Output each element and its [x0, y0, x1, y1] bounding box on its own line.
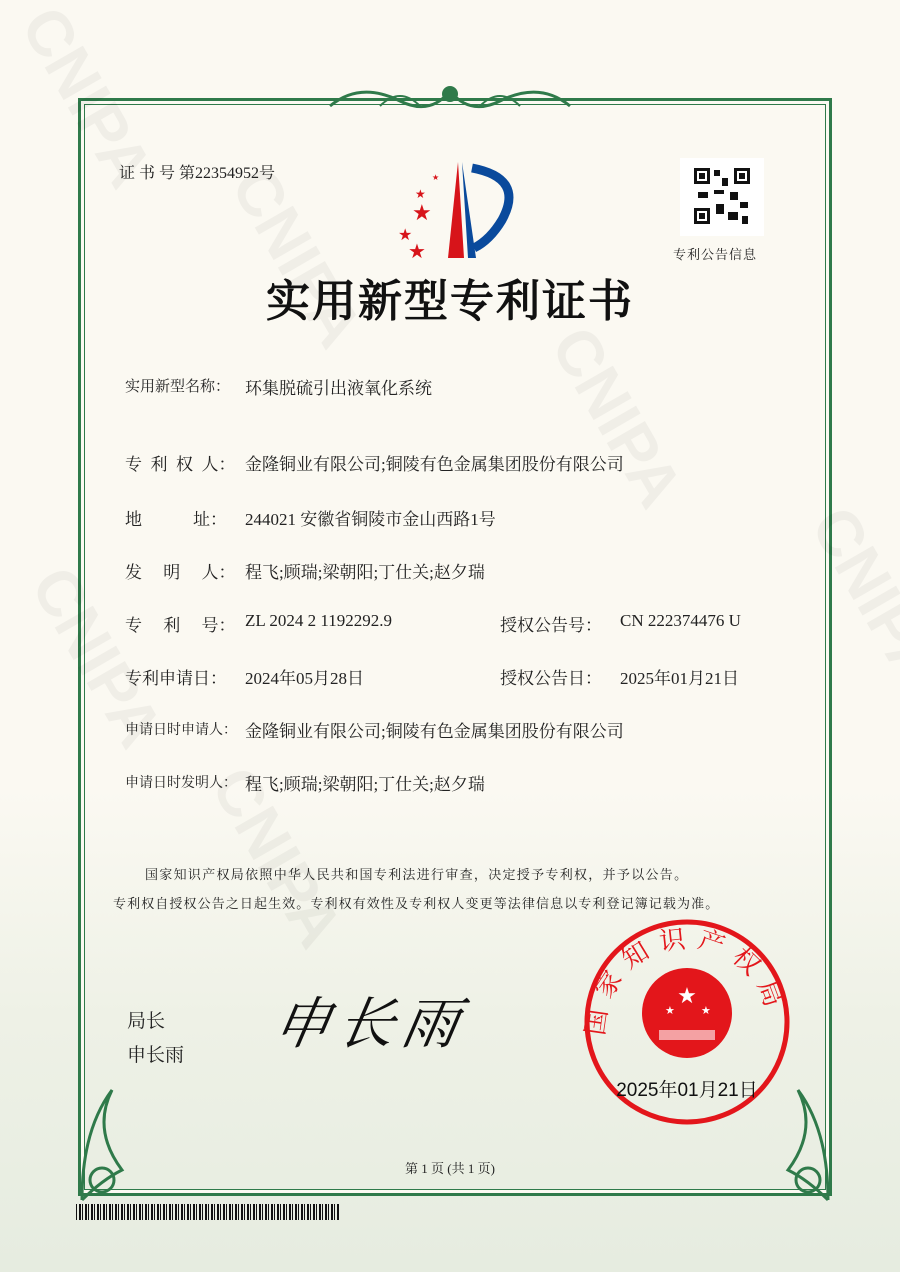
notice-line-2: 专利权自授权公告之日起生效。专利权有效性及专利权人变更等法律信息以专利登记簿记载为准。 — [113, 896, 720, 911]
barcode — [76, 1204, 340, 1220]
signature: 申长雨 — [268, 994, 472, 1056]
publication-date-label: 授权公告日： — [500, 669, 602, 688]
notice-line-1: 国家知识产权局依照中华人民共和国专利法进行审查，决定授予专利权，并予以公告。 — [145, 867, 689, 882]
utility-model-name: 环集脱硫引出液氧化系统 — [245, 379, 432, 398]
inventor-label: 发 明 人： — [125, 563, 236, 582]
svg-text:★: ★ — [408, 241, 426, 260]
signer-name: 申长雨 — [127, 1044, 185, 1066]
owner: 金隆铜业有限公司;铜陵有色金属集团股份有限公司 — [245, 455, 624, 474]
filing-date: 2024年05月28日 — [245, 669, 364, 688]
seal-text: 国家知识产权局 — [580, 923, 792, 1038]
certificate-number: 证 书 号 第22354952号 — [119, 165, 276, 182]
ornament-top — [320, 76, 580, 120]
cnipa-logo — [390, 160, 520, 260]
svg-text:★: ★ — [398, 227, 413, 244]
publication-date: 2025年01月21日 — [620, 669, 739, 688]
inventor: 程飞;顾瑞;梁朝阳;丁仕关;赵夕瑞 — [245, 563, 485, 582]
official-seal — [577, 918, 797, 1128]
owner-label: 专 利 权 人： — [125, 455, 236, 474]
applicant-at-filing: 金隆铜业有限公司;铜陵有色金属集团股份有限公司 — [245, 722, 624, 741]
address-label: 地 址： — [125, 510, 227, 529]
publication-number: CN 222374476 U — [620, 611, 741, 630]
page-title: 实用新型专利证书 — [266, 277, 634, 326]
filing-date-label: 专利申请日： — [125, 669, 227, 688]
patent-number: ZL 2024 2 1192292.9 — [245, 611, 393, 630]
ornament-bottom-left — [72, 1070, 142, 1210]
svg-text:★: ★ — [701, 1005, 711, 1017]
inventor-at-filing: 程飞;顾瑞;梁朝阳;丁仕关;赵夕瑞 — [245, 775, 485, 794]
signer-title: 局长 — [127, 1010, 166, 1032]
svg-text:★: ★ — [677, 983, 697, 1008]
publication-number-label: 授权公告号： — [500, 616, 602, 635]
svg-text:★: ★ — [412, 200, 432, 225]
qr-code[interactable] — [680, 158, 764, 236]
svg-text:★: ★ — [432, 173, 440, 182]
address: 244021 安徽省铜陵市金山西路1号 — [245, 510, 496, 529]
inventor-at-filing-label: 申请日时发明人： — [125, 776, 237, 791]
qr-caption: 专利公告信息 — [673, 247, 758, 262]
applicant-at-filing-label: 申请日时申请人： — [125, 723, 237, 738]
svg-text:★: ★ — [665, 1005, 675, 1017]
seal-date: 2025年01月21日 — [616, 1080, 758, 1101]
page-number: 第 1 页 (共 1 页) — [405, 1161, 495, 1176]
svg-text:★: ★ — [415, 187, 426, 201]
patent-number-label: 专 利 号： — [125, 616, 236, 635]
utility-model-name-label: 实用新型名称： — [125, 379, 231, 395]
